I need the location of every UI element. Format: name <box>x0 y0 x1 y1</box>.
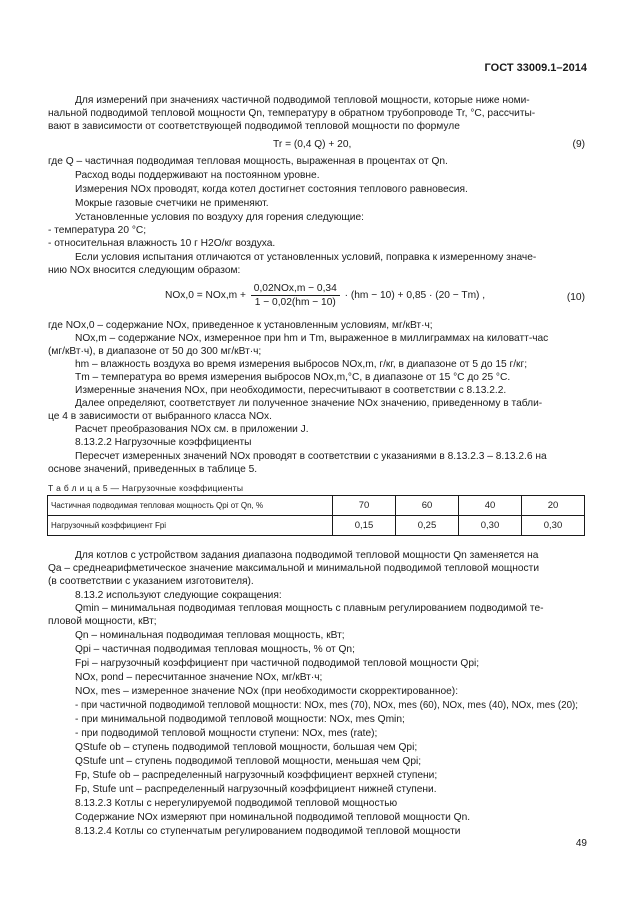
definition-line: Qpi – частичная подводимая тепловая мощность, % от Qn; <box>75 644 355 655</box>
section-heading: 8.13.2.4 Котлы со ступенчатым регулированием подводимой тепловой мощности <box>75 826 461 837</box>
list-item: - при подводимой тепловой мощности ступени: NOx, mes (rate); <box>75 728 378 739</box>
paragraph-line: Установленные условия по воздуху для горения следующие: <box>75 212 364 223</box>
equation-10-rhs: · (hm − 10) + 0,85 · (20 − Tm) , <box>344 290 486 302</box>
table-cell: 60 <box>396 496 459 516</box>
paragraph-line: (в соответствии с указанием изготовителя). <box>48 576 254 587</box>
equation-10-numerator: 0,02NOx,m − 0,34 <box>251 283 340 296</box>
table-cell: 0,30 <box>522 516 585 536</box>
paragraph-line: Измеренные значения NOx, при необходимости, пересчитывают в соответствии с 8.13.2.2. <box>75 385 507 396</box>
paragraph-line: Qa – среднеарифметическое значение максимальной и минимальной подводимой тепловой мощности <box>48 563 540 574</box>
section-heading: 8.13.2.3 Котлы с нерегулируемой подводимой тепловой мощностью <box>75 798 398 809</box>
paragraph-line: основе значений, приведенных в таблице 5. <box>48 464 258 475</box>
paragraph-line: вают в зависимости от соответствующей подводимой тепловой мощности по формуле <box>48 121 460 132</box>
definition-line: hm – влажность воздуха во время измерения выбросов NOx,m, г/кг, в диапазоне от 5 до 15 г/кг; <box>75 359 528 370</box>
load-factor-table <box>47 495 585 536</box>
paragraph-line: Содержание NOx измеряют при номинальной подводимой тепловой мощности Qn. <box>75 812 471 823</box>
list-item: - при минимальной подводимой тепловой мощности: NOx, mes Qmin; <box>75 714 405 725</box>
definition-line: пловой мощности, кВт; <box>48 616 157 627</box>
list-item: - при частичной подводимой тепловой мощности: NOx, mes (70), NOx, mes (60), NOx, mes (40), NOx, mes (20); <box>75 700 579 711</box>
table-row <box>48 516 585 536</box>
table-cell: 40 <box>459 496 522 516</box>
equation-10-denominator: 1 − 0,02(hm − 10) <box>254 297 336 308</box>
paragraph-line: 8.13.2 используют следующие сокращения: <box>75 590 282 601</box>
section-heading: 8.13.2.2 Нагрузочные коэффициенты <box>75 437 252 448</box>
table-cell: 0,30 <box>459 516 522 536</box>
paragraph-line: Расчет преобразования NOx см. в приложении J. <box>75 424 309 435</box>
definition-line: Fp, Stufe unt – распределенный нагрузочный коэффициент нижней ступени. <box>75 784 437 795</box>
equation-10-fraction <box>251 283 340 308</box>
definition-line: Tm – температура во время измерения выбросов NOx,m,°C, в диапазоне от 15 °C до 25 °C. <box>75 372 511 383</box>
paragraph-line: Пересчет измеренных значений NOx проводят в соответствии с указаниями в 8.13.2.3 – 8.13.2.6 на <box>75 451 547 462</box>
equation-10-lhs: NOx,0 = NOx,m + <box>165 290 246 302</box>
paragraph-line: Далее определяют, соответствует ли полученное значение NOx значению, приведенному в табли- <box>75 398 543 409</box>
paragraph-line: Для котлов с устройством задания диапазона подводимой тепловой мощности Qn заменяется на <box>75 550 539 561</box>
table-cell: 70 <box>333 496 396 516</box>
page-number: 49 <box>575 838 587 849</box>
equation-10 <box>165 283 485 308</box>
definition-line: Fpi – нагрузочный коэффициент при частичной подводимой тепловой мощности Qpi; <box>75 658 480 669</box>
document-header: ГОСТ 33009.1–2014 <box>484 62 587 74</box>
definition-line: где NOx,0 – содержание NOx, приведенное к установленным условиям, мг/кВт·ч; <box>48 320 433 331</box>
paragraph-line: Для измерений при значениях частичной подводимой тепловой мощности, которые ниже номи- <box>75 95 530 106</box>
definition-line: где Q – частичная подводимая тепловая мощность, выраженная в процентах от Qn. <box>48 156 448 167</box>
table-row <box>48 496 585 516</box>
definition-line: (мг/кВт·ч), в диапазоне от 50 до 300 мг/кВт·ч; <box>48 346 262 357</box>
definition-line: QStufe ob – ступень подводимой тепловой мощности, большая чем Qpi; <box>75 742 418 753</box>
list-item: - относительная влажность 10 г H2O/кг воздуха. <box>48 238 276 249</box>
definition-line: Fp, Stufe ob – распределенный нагрузочный коэффициент верхней ступени; <box>75 770 438 781</box>
definition-line: NOx,m – содержание NOx, измеренное при hm и Tm, выраженное в миллиграммах на киловатт-час <box>75 333 549 344</box>
definition-line: NOx, mes – измеренное значение NOx (при необходимости скорректированное): <box>75 686 459 697</box>
paragraph-line: нию NOx вносится следующим образом: <box>48 265 241 276</box>
equation-9: Tr = (0,4 Q) + 20, <box>273 139 352 150</box>
table-row-label: Нагрузочный коэффициент Fpi <box>48 516 333 536</box>
paragraph-line: Измерения NOx проводят, когда котел достигнет состояния теплового равновесия. <box>75 184 468 195</box>
equation-9-number: (9) <box>572 139 585 150</box>
equation-10-number: (10) <box>566 292 585 303</box>
definition-line: NOx, pond – пересчитанное значение NOx, мг/кВт·ч; <box>75 672 323 683</box>
definition-line: Qmin – минимальная подводимая тепловая мощность с плавным регулированием подводимой те- <box>75 603 544 614</box>
paragraph-line: Если условия испытания отличаются от установленных условий, поправка к измеренному значе- <box>75 252 537 263</box>
table-cell: 0,25 <box>396 516 459 536</box>
paragraph-line: це 4 в зависимости от выбранного класса NOx. <box>48 411 272 422</box>
table-cell: 20 <box>522 496 585 516</box>
list-item: - температура 20 °C; <box>48 225 147 236</box>
paragraph-line: Мокрые газовые счетчики не применяют. <box>75 198 269 209</box>
table-cell: 0,15 <box>333 516 396 536</box>
table-row-label: Частичная подводимая тепловая мощность Qpi от Qn, % <box>48 496 333 516</box>
paragraph-line: нальной подводимой тепловой мощности Qn, температуру в обратном трубопроводе Tr, °C, рассчиты- <box>48 108 536 119</box>
definition-line: QStufe unt – ступень подводимой тепловой мощности, меньшая чем Qpi; <box>75 756 422 767</box>
paragraph-line: Расход воды поддерживают на постоянном уровне. <box>75 170 320 181</box>
table-caption: Т а б л и ц а 5 — Нагрузочные коэффициенты <box>48 483 244 493</box>
definition-line: Qn – номинальная подводимая тепловая мощность, кВт; <box>75 630 345 641</box>
